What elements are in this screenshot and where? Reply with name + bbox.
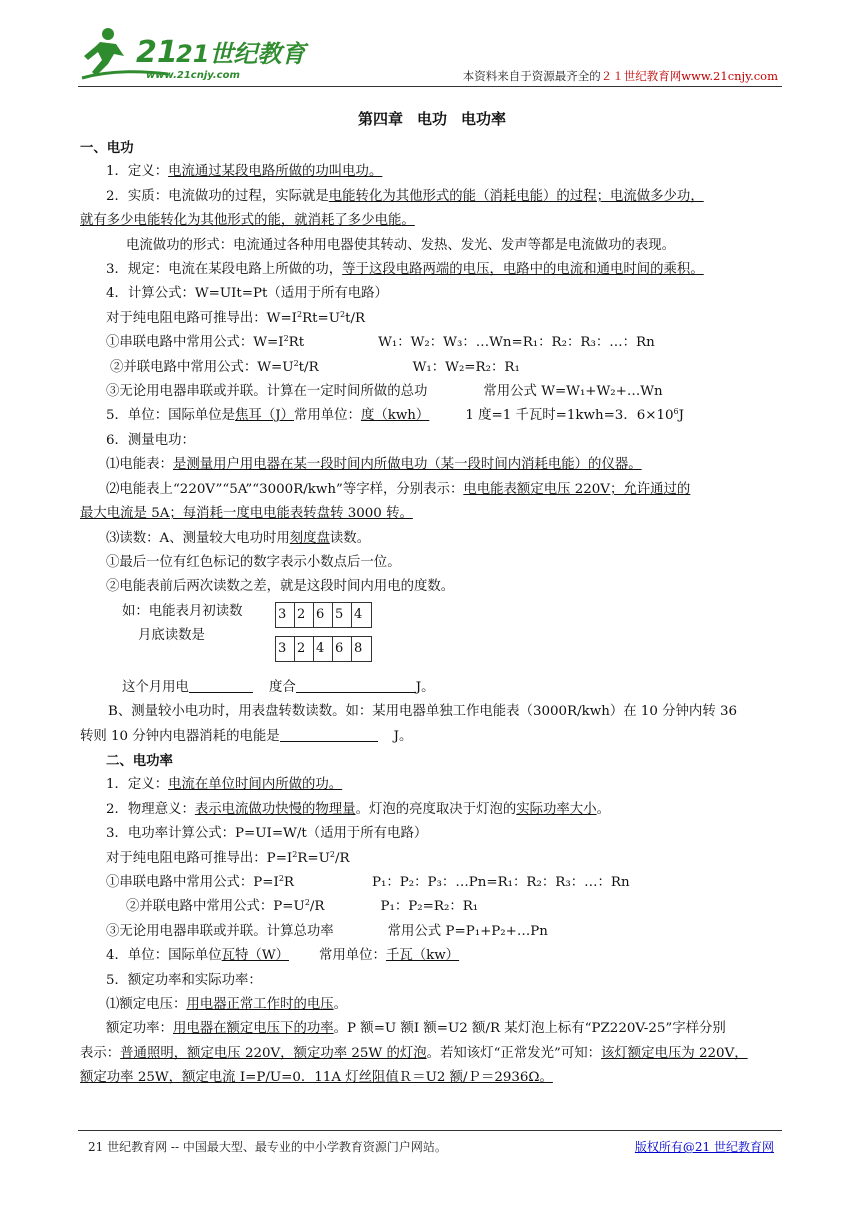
meter-reading-example: 如：电能表月初读数 月底读数是 3 2 6 5 4 3 2 4 6 8 [80, 600, 784, 676]
paragraph: 电流做功的形式：电流通过各种用电器使其转动、发热、发光、发声等都是电流做功的表现。 [126, 237, 676, 253]
paragraph: ⑵电能表上“220V”“5A”“3000R/kwh”等字样，分别表示：电电能表额定电压 220V；允许通过的 [106, 481, 691, 497]
paragraph: 2．实质：电流做功的过程，实际就是电能转化为其他形式的能（消耗电能）的过程；电流做多少功， [106, 188, 704, 204]
paragraph: ⑴额定电压：用电器正常工作时的电压。 [106, 997, 348, 1012]
paragraph: 1．定义：电流通过某段电路所做的功叫电功。 [106, 164, 383, 180]
paragraph: 对于纯电阻电路可推导出：$W=I^2Rt=U^2t/R$ [106, 309, 366, 326]
paragraph: ②并联电路中常用公式：$W=U^2t/R$ W₁：W₂=R₂：R₁ [110, 358, 520, 375]
paragraph: 这个月用电 度合 J。 [122, 679, 435, 695]
section-heading: 二、电功率 [106, 752, 173, 769]
meter-digits-start: 3 2 6 5 4 [275, 602, 372, 628]
paragraph: ③无论用电器串联或并联。计算总功率 常用公式 P=P₁+P₂+…Pn [106, 923, 548, 939]
paragraph: ⑶读数：A、测量较大电功时用刻度盘读数。 [106, 530, 371, 546]
paragraph: ②并联电路中常用公式：$P=U^2/R$ P₁：P₂=R₂：R₁ [126, 898, 479, 915]
header-info: 本资料来自于资源最齐全的２１世纪教育网www.21cnjy.com [462, 69, 778, 83]
svg-text:21世纪教育: 21世纪教育 [176, 40, 306, 68]
footer-text: 21 世纪教育网 -- 中国最大型、最专业的中小学教育资源门户网站。 [88, 1140, 447, 1154]
paragraph: ①串联电路中常用公式：$P=I^2R$ P₁：P₂：P₃：…Pn=R₁：R₂：R₃：…：Rn [106, 873, 630, 890]
paragraph: ②电能表前后两次读数之差，就是这段时间内用电的度数。 [106, 579, 455, 595]
paragraph: 6．测量电功： [106, 432, 195, 448]
meter-digits-end: 3 2 4 6 8 [275, 636, 372, 662]
paragraph: 转则 10 分钟内电器消耗的电能是 J。 [80, 728, 413, 744]
paragraph: ③无论用电器串联或并联。计算在一定时间所做的总功 常用公式 W=W₁+W₂+…Wn [106, 384, 663, 400]
page-title: 第四章 电功 电功率 [357, 110, 507, 128]
logo-21cnjy [78, 20, 318, 86]
paragraph: 1．定义：电流在单位时间内所做的功。 [106, 777, 343, 793]
answer-blank[interactable] [189, 678, 253, 693]
paragraph: ①串联电路中常用公式：$W=I^2Rt$ W₁：W₂：W₃：…Wn=R₁：R₂：R₃：…：Rn [106, 334, 655, 351]
paragraph: 3．电功率计算公式：P=UI=W/t（适用于所有电路） [106, 826, 428, 842]
paragraph: 对于纯电阻电路可推导出：$P=I^2R=U^2/R$ [106, 849, 350, 866]
paragraph: 就有多少电能转化为其他形式的能，就消耗了多少电能。 [80, 213, 415, 229]
paragraph: 额定功率：用电器在额定电压下的功率。P 额=U 额I 额=U2 额/R 某灯泡上标有“PZ220V-25”字样分别 [106, 1021, 726, 1037]
paragraph: 4．计算公式：W=UIt=Pt（适用于所有电路） [106, 286, 388, 302]
svg-text:21: 21 [136, 35, 178, 70]
header-divider [78, 86, 782, 87]
page-header [78, 20, 782, 88]
paragraph: B、测量较小电功时，用表盘转数读数。如：某用电器单独工作电能表（3000R/kwh）在 10 分钟内转 36 [108, 704, 738, 720]
paragraph: 3．规定：电流在某段电路上所做的功，等于这段电路两端的电压，电路中的电流和通电时间的乘积。 [106, 262, 704, 278]
paragraph: 4．单位：国际单位瓦特（W） 常用单位：千瓦（kw） [106, 948, 460, 964]
footer-divider [78, 1130, 782, 1131]
paragraph: ①最后一位有红色标记的数字表示小数点后一位。 [106, 554, 401, 570]
paragraph: 5．单位：国际单位是焦耳（J）常用单位：度（kwh） 1 度=1 千瓦时=1kwh=3．$6\times 10^6J$ [106, 407, 684, 424]
answer-blank[interactable] [296, 678, 416, 693]
paragraph: ⑴电能表：是测量用户用电器在某一段时间内所做电功（某一段时间内消耗电能）的仪器。 [106, 457, 642, 473]
paragraph: 最大电流是 5A；每消耗一度电电能表转盘转 3000 转。 [80, 506, 413, 522]
paragraph: 额定功率 25W，额定电流 I=P/U=0．11A 灯丝阻值Ｒ＝U2 额/Ｐ＝2936Ω。 [80, 1070, 553, 1086]
svg-text:www.21cnjy.com: www.21cnjy.com [146, 70, 240, 81]
paragraph: 2．物理意义：表示电流做功快慢的物理量。灯泡的亮度取决于灯泡的实际功率大小。 [106, 801, 610, 817]
answer-blank[interactable] [280, 727, 378, 742]
paragraph: 表示：普通照明，额定电压 220V，额定功率 25W 的灯泡。若知该灯“正常发光”可知：该灯额定电压为 220V， [80, 1045, 748, 1061]
document-body [80, 104, 784, 1091]
copyright-link[interactable]: 版权所有@21 世纪教育网 [634, 1140, 774, 1154]
section-heading: 一、电功 [80, 140, 134, 156]
paragraph: 5．额定功率和实际功率： [106, 972, 262, 988]
